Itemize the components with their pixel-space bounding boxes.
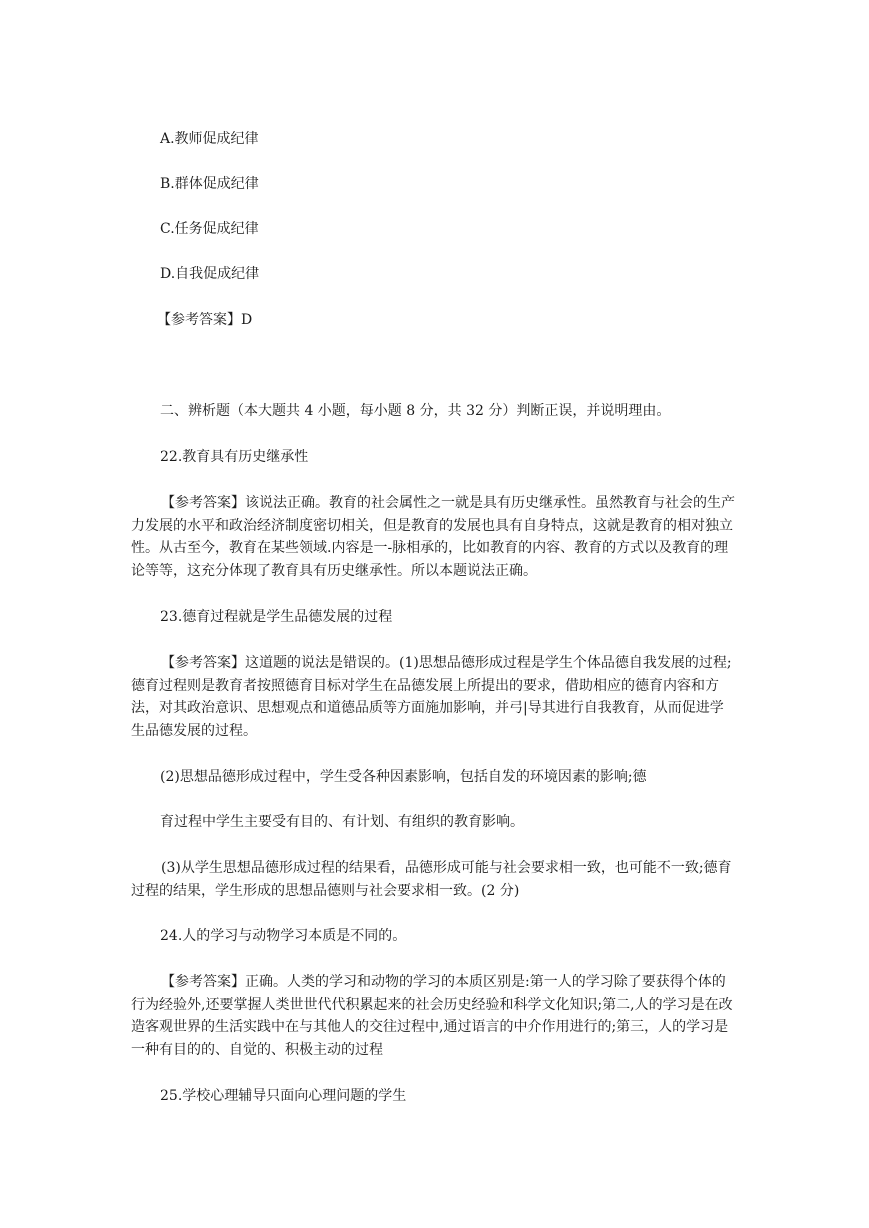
option-c: C.任务促成纪律 — [160, 221, 259, 237]
answer-23-part1: 【参考答案】这道题的说法是错误的。(1)思想品德形成过程是学生个体品德自我发展的过程;德育过程则是教育者按照德育目标对学生在品德发展上所提出的要求，借助相应的德育内容和方法，对其政治意识、思想观点和道德品质等方面施加影响，并弓|导其进行自我教育，从而促进学生品德发展的过程。 — [131, 655, 732, 739]
question-25: 25.学校心理辅导只面向心理问题的学生 — [160, 1088, 407, 1104]
answer-23-part2: (2)思想品德形成过程中，学生受各种因素影响，包括自发的环境因素的影响;德 — [160, 769, 647, 785]
question-23: 23.德育过程就是学生品德发展的过程 — [160, 609, 393, 625]
answer-21: 【参考答案】D — [157, 312, 253, 328]
section-2-heading: 二、辨析题（本大题共 4 小题，每小题 8 分，共 32 分）判断正误，并说明理由。 — [160, 403, 671, 419]
answer-24: 【参考答案】正确。人类的学习和动物的学习的本质区别是:第一人的学习除了要获得个体的行为经验外,还要掌握人类世世代代积累起来的社会历史经验和科学文化知识;第二,人的学习是在改造客观世界的生活实践中在与其他人的交往过程中,通过语言的中介作用进行的;第三，人的学习是一种有目的的、自觉的、积极主动的过程 — [131, 974, 733, 1058]
answer-22: 【参考答案】该说法正确。教育的社会属性之一就是具有历史继承性。虽然教育与社会的生产力发展的水平和政治经济制度密切相关，但是教育的发展也具有自身特点，这就是教育的相对独立性。从古至今，教育在某些领域.内容是一-脉相承的，比如教育的内容、教育的方式以及教育的理论等等，这充分体现了教育具有历史继承性。所以本题说法正确。 — [131, 495, 735, 579]
answer-23-part4: (3)从学生思想品德形成过程的结果看，品德形成可能与社会要求相一致，也可能不一致;德育过程的结果，学生形成的思想品德则与社会要求相一致。(2 分) — [131, 860, 732, 899]
option-b: B.群体促成纪律 — [160, 176, 259, 192]
question-24: 24.人的学习与动物学习本质是不同的。 — [160, 928, 407, 944]
question-22: 22.教育具有历史继承性 — [160, 449, 309, 465]
option-d: D.自我促成纪律 — [160, 266, 260, 282]
answer-23-part3: 育过程中学生主要受有目的、有计划、有组织的教育影响。 — [160, 814, 524, 830]
option-a: A.教师促成纪律 — [160, 131, 259, 147]
